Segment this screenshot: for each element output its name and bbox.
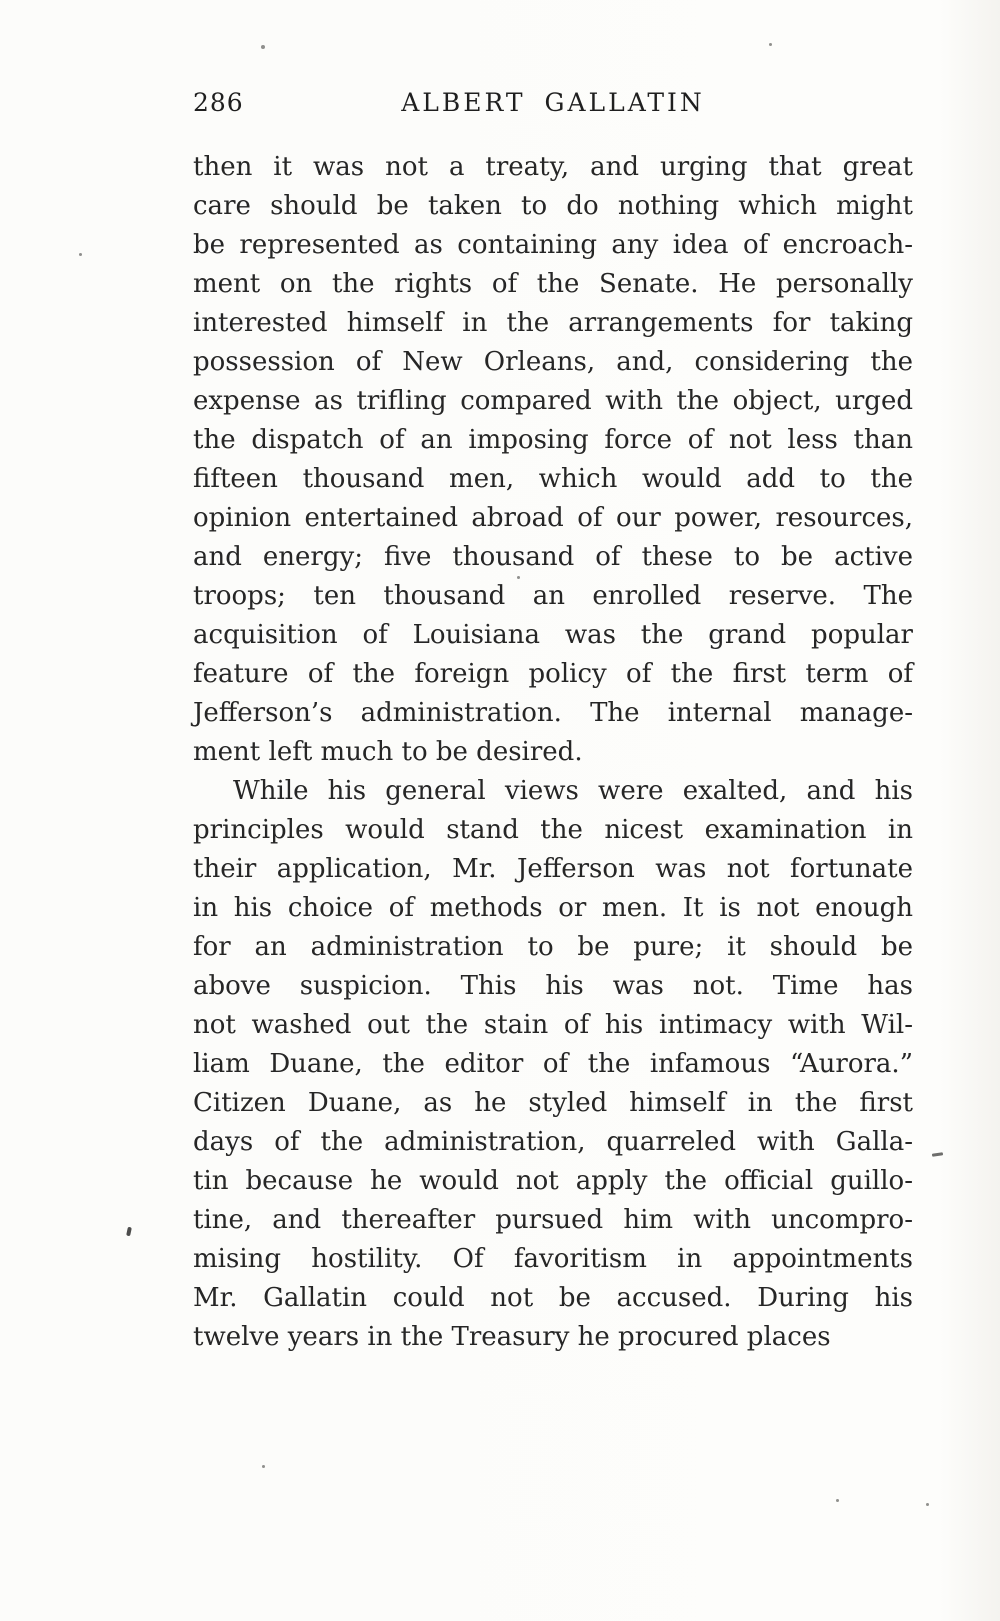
scan-speck <box>517 576 520 579</box>
paragraph-1 <box>193 148 913 772</box>
text-line: feature of the foreign policy of the first term of <box>193 659 913 689</box>
text-line: fifteen thousand men, which would add to the <box>193 464 913 494</box>
paragraph-2 <box>193 772 913 1357</box>
scan-speck <box>836 1499 839 1502</box>
text-line: principles would stand the nicest examination in <box>193 815 913 845</box>
text-line: opinion entertained abroad of our power, resources, <box>193 503 913 533</box>
text-line: ment on the rights of the Senate. He personally <box>193 269 913 299</box>
scan-speck <box>261 45 265 49</box>
text-line: Mr. Gallatin could not be accused. During his <box>193 1283 913 1313</box>
text-line: above suspicion. This his was not. Time has <box>193 971 913 1001</box>
scan-mark-apostrophe <box>126 1227 132 1237</box>
text-line: the dispatch of an imposing force of not less than <box>193 425 913 455</box>
text-line: care should be taken to do nothing which might <box>193 191 913 221</box>
text-line: liam Duane, the editor of the infamous “Aurora.” <box>193 1049 913 1079</box>
text-line: be represented as containing any idea of encroach- <box>193 230 913 260</box>
scan-speck <box>769 43 772 46</box>
text-line: While his general views were exalted, and his <box>233 776 913 806</box>
text-line: interested himself in the arrangements for taking <box>193 308 913 338</box>
scan-speck <box>262 1465 265 1468</box>
scan-mark-dash <box>932 1152 943 1157</box>
text-line: for an administration to be pure; it should be <box>193 932 913 962</box>
text-line: their application, Mr. Jefferson was not fortunate <box>193 854 913 884</box>
scan-speck <box>926 1503 929 1506</box>
scan-speck <box>79 253 82 256</box>
text-line: days of the administration, quarreled with Galla- <box>193 1127 913 1157</box>
text-line: acquisition of Louisiana was the grand popular <box>193 620 913 650</box>
text-line: Jefferson’s administration. The internal manage- <box>193 698 913 728</box>
text-line: then it was not a treaty, and urging that great <box>193 152 913 182</box>
text-line: not washed out the stain of his intimacy with Wil- <box>193 1010 913 1040</box>
text-line: Citizen Duane, as he styled himself in the first <box>193 1088 913 1118</box>
text-line: in his choice of methods or men. It is not enough <box>193 893 913 923</box>
running-head: ALBERT GALLATIN <box>401 88 705 117</box>
text-line: tin because he would not apply the official guillo- <box>193 1166 913 1196</box>
text-line: twelve years in the Treasury he procured places <box>193 1322 831 1352</box>
text-line: tine, and thereafter pursued him with uncompro- <box>193 1205 913 1235</box>
text-line: ment left much to be desired. <box>193 737 583 767</box>
text-line: mising hostility. Of favoritism in appointments <box>193 1244 913 1274</box>
page-header <box>193 88 913 120</box>
text-line: possession of New Orleans, and, considering the <box>193 347 913 377</box>
text-line: expense as trifling compared with the object, urged <box>193 386 913 416</box>
text-line: and energy; five thousand of these to be active <box>193 542 913 572</box>
text-line: troops; ten thousand an enrolled reserve. The <box>193 581 913 611</box>
page-body <box>193 148 913 1357</box>
page-number: 286 <box>193 88 244 117</box>
